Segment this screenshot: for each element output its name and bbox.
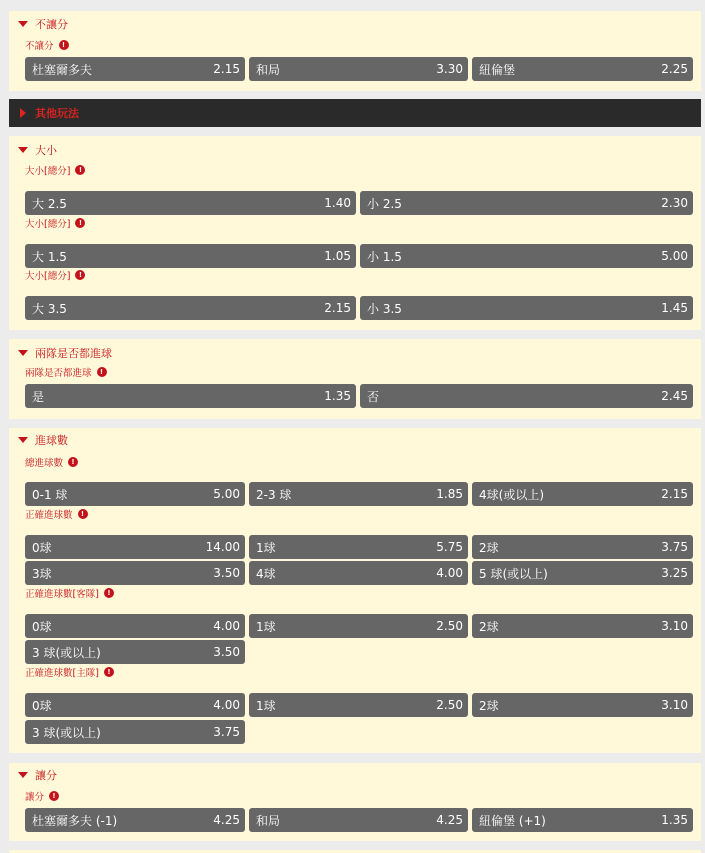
market-label-text: 大小[總分] [25,219,71,230]
info-icon[interactable]: ! [104,588,114,598]
caret-down-icon [18,772,28,778]
info-icon[interactable]: ! [78,509,88,519]
section-title: 大小 [35,144,57,157]
market-label [25,586,114,600]
selection-label: 0球 [32,619,52,634]
selection-label: 0-1 球 [32,487,68,502]
selection-label: 0球 [32,540,52,555]
odds-value: 3.75 [661,540,688,554]
section-title: 讓分 [35,769,57,782]
panel-handicap [9,763,701,841]
market-label-text: 讓分 [25,792,45,803]
odds-button[interactable] [25,482,245,506]
market-label [25,38,69,52]
market-label [25,665,114,679]
odds-value: 1.35 [324,389,351,403]
market-label [25,455,78,469]
odds-button[interactable] [249,57,468,81]
odds-value: 2.50 [436,619,463,633]
market-label [25,789,59,803]
selection-label: 2-3 球 [256,487,292,502]
info-icon[interactable]: ! [104,667,114,677]
odds-button[interactable] [25,296,356,320]
odds-value: 3.75 [213,725,240,739]
market-label-text: 正確進球數 [25,510,73,521]
other-markets-title: 其他玩法 [35,107,79,120]
odds-button[interactable] [472,535,693,559]
selection-label: 0球 [32,698,52,713]
caret-down-icon [18,147,28,153]
selection-label: 杜塞爾多夫 (-1) [32,813,118,828]
market-label [25,365,107,379]
odds-button[interactable] [25,561,245,585]
info-icon[interactable]: ! [68,457,78,467]
selection-label: 4球(或以上) [479,487,544,502]
market-label [25,268,85,282]
selection-label: 是 [32,389,45,404]
selection-label: 3 球(或以上) [32,645,101,660]
selection-label: 大 2.5 [32,196,67,211]
market-label-text: 總進球數 [25,458,64,469]
selection-label: 1球 [256,540,276,555]
selection-label: 大 1.5 [32,249,67,264]
odds-value: 2.15 [324,301,351,315]
selection-label: 2球 [479,619,499,634]
odds-button[interactable] [472,561,693,585]
market-label [25,163,85,177]
info-icon[interactable]: ! [49,791,59,801]
odds-button[interactable] [360,296,693,320]
odds-value: 1.05 [324,249,351,263]
odds-value: 4.00 [213,698,240,712]
odds-value: 4.25 [436,813,463,827]
odds-value: 1.40 [324,196,351,210]
selection-label: 和局 [256,62,281,77]
panel-no-handicap [9,11,701,91]
odds-button[interactable] [25,57,245,81]
caret-down-icon [18,21,28,27]
section-header-goals[interactable] [18,432,68,448]
panel-goals [9,428,701,753]
odds-value: 5.75 [436,540,463,554]
odds-value: 5.00 [661,249,688,263]
odds-button[interactable] [472,693,693,717]
caret-down-icon [18,350,28,356]
odds-value: 2.25 [661,62,688,76]
odds-value: 1.35 [661,813,688,827]
caret-down-icon [18,437,28,443]
odds-button[interactable] [25,693,245,717]
selection-label: 4球 [256,566,276,581]
odds-value: 3.25 [661,566,688,580]
odds-value: 2.15 [213,62,240,76]
market-label-text: 不讓分 [25,41,54,52]
panel-over-under [9,136,701,330]
selection-label: 杜塞爾多夫 [32,62,93,77]
selection-label: 小 2.5 [367,196,402,211]
selection-label: 否 [367,389,380,404]
section-title: 兩隊是否都進球 [35,347,112,360]
market-label [25,216,85,230]
selection-label: 紐倫堡 [479,62,516,77]
market-label-text: 大小[總分] [25,166,71,177]
odds-button[interactable] [249,808,468,832]
odds-value: 2.45 [661,389,688,403]
odds-button[interactable] [472,57,693,81]
odds-button[interactable] [360,244,693,268]
odds-button[interactable] [249,614,468,638]
odds-value: 4.00 [436,566,463,580]
odds-button[interactable] [472,808,693,832]
selection-label: 1球 [256,698,276,713]
selection-label: 5 球(或以上) [479,566,548,581]
panel-both-teams-score [9,339,701,419]
odds-button[interactable] [249,535,468,559]
selection-label: 紐倫堡 (+1) [479,813,546,828]
market-label [25,507,88,521]
odds-button[interactable] [249,482,468,506]
selection-label: 3球 [32,566,52,581]
info-icon[interactable]: ! [75,165,85,175]
odds-value: 1.45 [661,301,688,315]
odds-button[interactable] [249,693,468,717]
odds-button[interactable] [25,808,245,832]
selection-label: 和局 [256,813,281,828]
other-markets-bar[interactable] [9,99,701,127]
selection-label: 3 球(或以上) [32,725,101,740]
odds-button[interactable] [472,614,693,638]
odds-value: 3.10 [661,698,688,712]
section-header-no-handicap[interactable] [18,16,68,32]
odds-button[interactable] [360,191,693,215]
section-header-over-under[interactable] [18,142,57,158]
odds-button[interactable] [360,384,693,408]
market-label-text: 正確進球數[主隊] [25,668,99,679]
odds-value: 3.50 [213,645,240,659]
odds-value: 4.00 [213,619,240,633]
selection-label: 小 3.5 [367,301,402,316]
odds-button[interactable] [25,535,245,559]
odds-button[interactable] [249,561,468,585]
section-title: 進球數 [35,434,68,447]
odds-value: 5.00 [213,487,240,501]
caret-right-icon [20,108,26,118]
market-label-text: 大小[總分] [25,271,71,282]
info-icon[interactable]: ! [75,270,85,280]
odds-button[interactable] [25,720,245,744]
odds-value: 3.50 [213,566,240,580]
odds-button[interactable] [472,482,693,506]
odds-value: 3.10 [661,619,688,633]
odds-value: 1.85 [436,487,463,501]
odds-value: 4.25 [213,813,240,827]
odds-button[interactable] [25,640,245,664]
info-icon[interactable]: ! [59,40,69,50]
selection-label: 大 3.5 [32,301,67,316]
selection-label: 2球 [479,698,499,713]
selection-label: 小 1.5 [367,249,402,264]
section-header-btts[interactable] [18,345,112,361]
odds-button[interactable] [25,614,245,638]
selection-label: 2球 [479,540,499,555]
odds-value: 2.30 [661,196,688,210]
info-icon[interactable]: ! [75,218,85,228]
odds-value: 14.00 [205,540,240,554]
market-label-text: 兩隊是否都進球 [25,368,92,379]
odds-value: 2.15 [661,487,688,501]
odds-value: 2.50 [436,698,463,712]
section-header-handicap[interactable] [18,767,57,783]
odds-button[interactable] [25,191,356,215]
info-icon[interactable]: ! [97,367,107,377]
odds-button[interactable] [25,384,356,408]
market-label-text: 正確進球數[客隊] [25,589,99,600]
odds-value: 3.30 [436,62,463,76]
section-title: 不讓分 [35,18,68,31]
odds-button[interactable] [25,244,356,268]
selection-label: 1球 [256,619,276,634]
